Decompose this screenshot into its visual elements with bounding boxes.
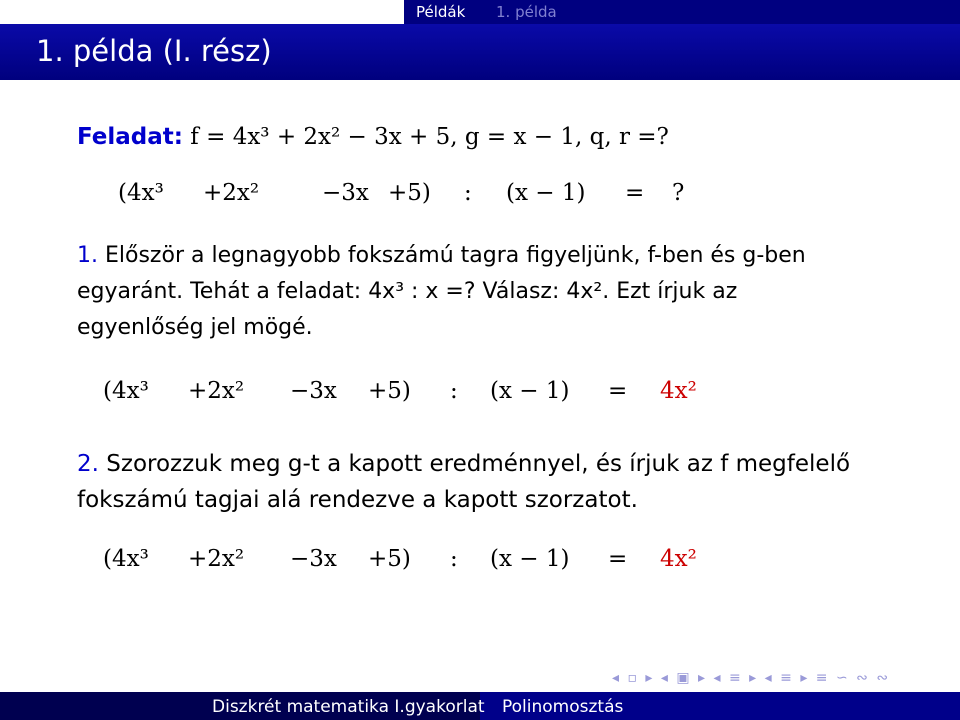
- nav-subsection-1-pelda[interactable]: 1. példa: [496, 3, 557, 21]
- step-1-paragraph: [77, 238, 907, 346]
- step-2-line-2: fokszámú tagjai alá rendezve a kapott szorzatot.: [77, 487, 638, 513]
- term-2x2: +2x²: [188, 546, 245, 572]
- unknown-result: ?: [672, 180, 685, 206]
- header-left: [0, 0, 404, 24]
- partial-result: 4x²: [660, 378, 697, 404]
- divisor: (x − 1): [506, 180, 586, 206]
- term-5: +5): [388, 180, 431, 206]
- term-2x2: +2x²: [188, 378, 245, 404]
- divide-sign: :: [450, 546, 458, 572]
- divisor: (x − 1): [490, 378, 570, 404]
- task-label: Feladat:: [77, 124, 183, 150]
- equals-sign: =: [608, 378, 628, 404]
- task-line: [77, 124, 669, 150]
- footer-topic: Polinomosztás: [502, 697, 624, 717]
- term-4x3: (4x³: [103, 378, 149, 404]
- equals-sign: =: [608, 546, 628, 572]
- divide-sign: :: [464, 180, 472, 206]
- footer-course: Diszkrét matematika I.gyakorlat: [212, 697, 485, 717]
- term-3x: −3x: [290, 378, 337, 404]
- term-5: +5): [368, 546, 411, 572]
- step-1-line-3: egyenlőség jel mögé.: [77, 315, 313, 340]
- equals-sign: =: [625, 180, 645, 206]
- division-row-2: [0, 378, 960, 412]
- division-row-3: [0, 546, 960, 580]
- term-2x2: +2x²: [203, 180, 260, 206]
- nav-section-peldak[interactable]: Példák: [416, 3, 466, 21]
- frame-title: 1. példa (I. rész): [36, 34, 272, 68]
- step-1-number: 1.: [77, 243, 98, 268]
- task-statement: f = 4x³ + 2x² − 3x + 5, g = x − 1, q, r =?: [190, 124, 669, 150]
- step-1-line-2: egyaránt. Tehát a feladat: 4x³ : x =? Válasz: 4x². Ezt írjuk az: [77, 279, 738, 304]
- step-2-line-1: 2. Szorozzuk meg g-t a kapott eredménnyel, és írjuk az f megfelelő: [77, 451, 851, 477]
- term-3x: −3x: [322, 180, 369, 206]
- step-2-number: 2.: [77, 451, 99, 477]
- step-2-paragraph: [77, 446, 907, 518]
- term-3x: −3x: [290, 546, 337, 572]
- term-5: +5): [368, 378, 411, 404]
- divisor: (x − 1): [490, 546, 570, 572]
- term-4x3: (4x³: [118, 180, 164, 206]
- divide-sign: :: [450, 378, 458, 404]
- header-bar: [0, 0, 960, 24]
- division-row-1: [0, 180, 960, 214]
- step-1-line-1: 1. Először a legnagyobb fokszámú tagra figyeljünk, f-ben és g-ben: [77, 243, 806, 268]
- beamer-navigation-icons[interactable]: ◂ ▫ ▸ ◂ ▣ ▸ ◂ ≡ ▸ ◂ ≡ ▸ ≡ ∽ ∾ ∾: [612, 670, 891, 686]
- partial-result: 4x²: [660, 546, 697, 572]
- term-4x3: (4x³: [103, 546, 149, 572]
